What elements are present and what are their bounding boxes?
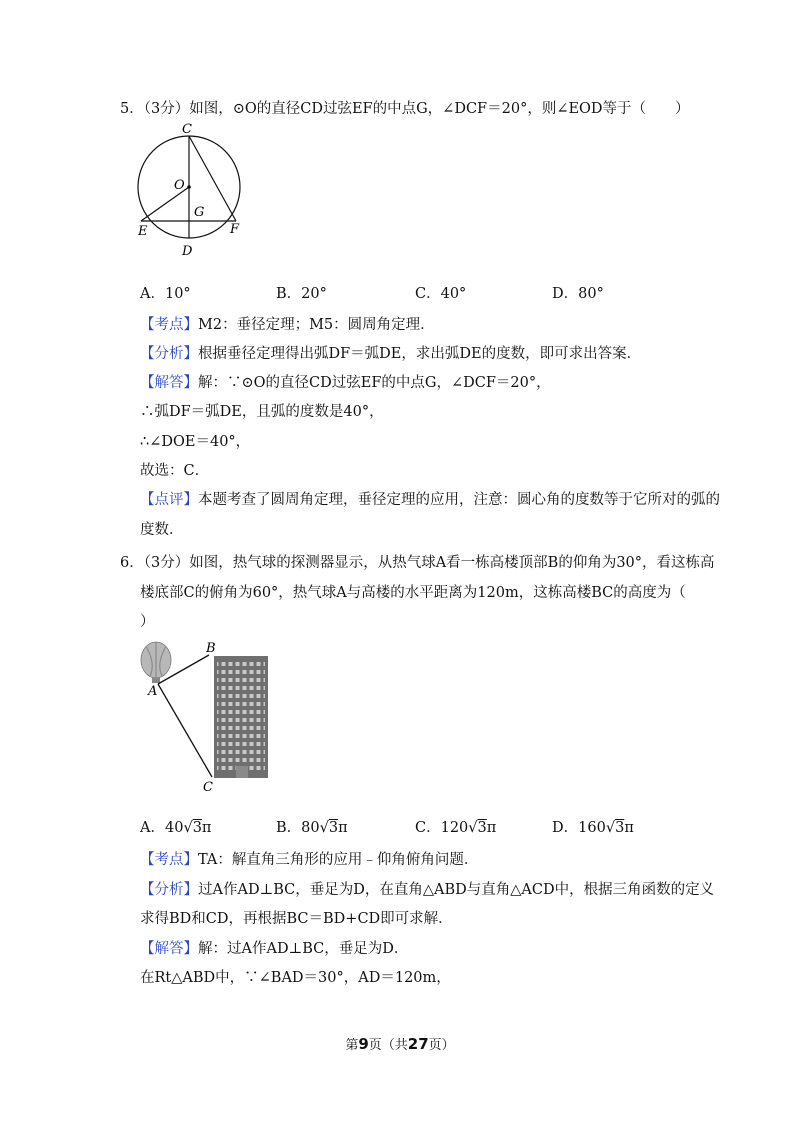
q6-balloon-figure <box>136 636 276 796</box>
q5-jieda: 【解答】解：∵⊙O的直径CD过弦EF的中点G，∠DCF＝20°， <box>140 375 551 391</box>
label-f: F <box>230 222 240 237</box>
q5-fenxi: 【分析】根据垂径定理得出弧DF＝弧DE，求出弧DE的度数，即可求出答案． <box>140 346 642 362</box>
label-o: O <box>174 178 185 193</box>
q5-circle-figure <box>132 120 262 260</box>
q6-fenxi: 【分析】过A作AD⊥BC，垂足为D，在直角△ABD与直角△ACD中，根据三角函数的定义 <box>140 882 715 898</box>
q6-fenxi-2: 求得BD和CD，再根据BC＝BD+CD即可求解． <box>140 911 453 927</box>
page-footer: 第9页（共27页） <box>345 1035 455 1053</box>
sight-line-ac <box>158 684 212 777</box>
center-dot <box>187 185 191 189</box>
q6-option-d: D．160√3π <box>552 820 634 836</box>
q5-kaodian: 【考点】M2：垂径定理；M5：圆周角定理． <box>140 317 435 333</box>
q5-step1: ∴弧DF＝弧DE，且弧的度数是40°， <box>140 404 384 420</box>
label-c: C <box>203 780 213 795</box>
label-c: C <box>182 122 192 137</box>
q6-option-c: C．120√3π <box>415 820 497 836</box>
q5-dianping: 【点评】本题考查了圆周角定理，垂径定理的应用，注意：圆心角的度数等于它所对的弧的 <box>140 492 720 508</box>
q5-option-b: B．20° <box>276 286 327 302</box>
q6-header-2: 楼底部C的俯角为60°，热气球A与高楼的水平距离为120m，这栋高楼BC的高度为（ <box>140 585 686 601</box>
building-door <box>236 766 248 778</box>
q5-header: 5．（3分）如图，⊙O的直径CD过弦EF的中点G，∠DCF＝20°，则∠EOD等于（ ） <box>120 101 690 117</box>
q6-step1: 在Rt△ABD中，∵∠BAD＝30°，AD＝120m， <box>140 970 451 986</box>
q5-step2: ∴∠DOE＝40°， <box>140 434 251 450</box>
q5-step3: 故选：C． <box>140 463 210 479</box>
q6-jieda: 【解答】解：过A作AD⊥BC，垂足为D． <box>140 941 409 957</box>
label-e: E <box>138 224 148 239</box>
label-g: G <box>194 205 205 220</box>
q6-header-1: 6．（3分）如图，热气球的探测器显示，从热气球A看一栋高楼顶部B的仰角为30°，看这栋高 <box>120 555 715 571</box>
q5-dianping-2: 度数． <box>140 522 184 538</box>
label-b: B <box>206 641 216 656</box>
label-a: A <box>148 684 158 699</box>
label-d: D <box>182 244 193 259</box>
q6-option-a: A．40√3π <box>140 820 212 836</box>
q6-header-3: ） <box>140 614 155 630</box>
q6-kaodian: 【考点】TA：解直角三角形的应用﹣仰角俯角问题． <box>140 852 479 868</box>
q5-option-c: C．40° <box>415 286 467 302</box>
q6-option-b: B．80√3π <box>276 820 348 836</box>
q5-option-d: D．80° <box>552 286 604 302</box>
q5-option-a: A．10° <box>140 286 191 302</box>
